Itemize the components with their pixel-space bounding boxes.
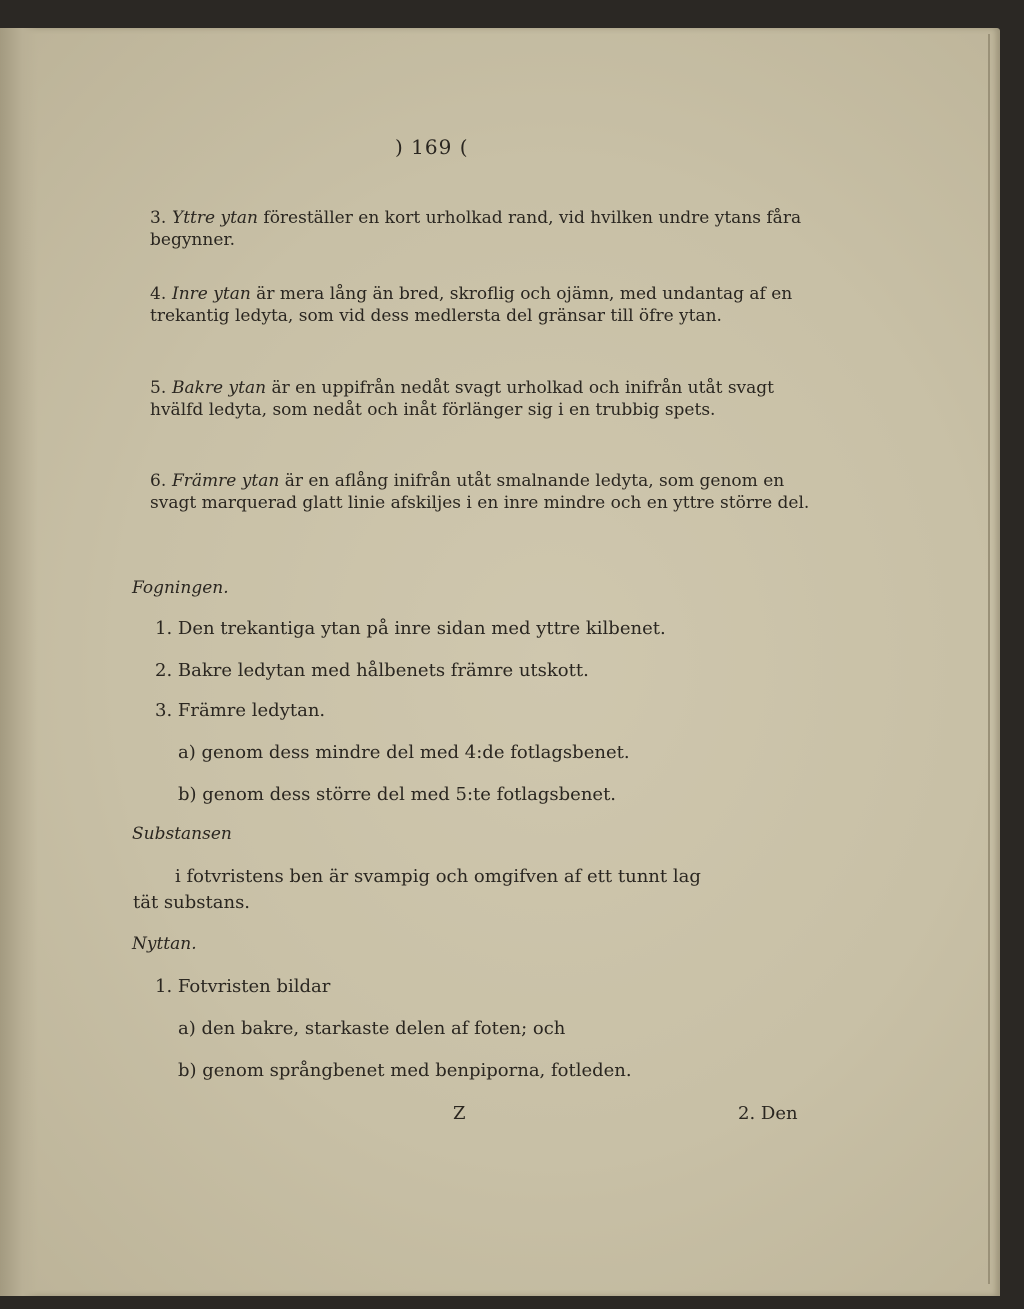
item-text: är en uppifrån nedåt svagt urholkad och inifrån utåt svagt hvälfd ledyta, som nedåt och inåt förlänger sig i en trubbig spets. xyxy=(150,378,775,420)
catchword: 2. Den xyxy=(738,1103,798,1124)
page-gutter xyxy=(0,28,38,1296)
item-lead: Främre ytan xyxy=(172,471,280,491)
item-lead: Inre ytan xyxy=(172,284,251,304)
list-item xyxy=(150,207,830,251)
substansen-line: tät substans. xyxy=(133,892,251,913)
section-heading-substansen: Substansen xyxy=(132,824,232,844)
list-item xyxy=(150,377,830,421)
item-text: är mera lång än bred, skroflig och ojämn, med undantag af en trekantig ledyta, som vid dess medlersta del gränsar till öfre ytan. xyxy=(150,284,793,326)
nyttan-line: a) den bakre, starkaste delen af foten; och xyxy=(178,1018,566,1039)
item-text: föreställer en kort urholkad rand, vid hvilken undre ytans fåra begynner. xyxy=(150,208,802,250)
section-heading-nyttan: Nyttan. xyxy=(132,934,197,954)
page-number: ) 169 ( xyxy=(395,135,469,159)
nyttan-line: b) genom språngbenet med benpiporna, fotleden. xyxy=(178,1060,632,1081)
item-lead: Yttre ytan xyxy=(172,208,258,228)
item-number: 3. xyxy=(150,208,167,228)
substansen-line: i fotvristens ben är svampig och omgifven af ett tunnt lag xyxy=(175,866,701,887)
signature-mark: Z xyxy=(453,1103,466,1124)
item-number: 5. xyxy=(150,378,167,398)
fogningen-line: 1. Den trekantiga ytan på inre sidan med yttre kilbenet. xyxy=(155,618,666,639)
fogningen-line: b) genom dess större del med 5:te fotlagsbenet. xyxy=(178,784,617,805)
list-item xyxy=(150,283,830,327)
item-number: 4. xyxy=(150,284,167,304)
item-lead: Bakre ytan xyxy=(172,378,267,398)
list-item xyxy=(150,470,830,514)
fogningen-line: 3. Främre ledytan. xyxy=(155,700,326,721)
page-edge xyxy=(988,34,990,1284)
item-text: är en aflång inifrån utåt smalnande ledyta, som genom en svagt marquerad glatt linie afskiljes i en inre mindre och en yttre större del. xyxy=(150,471,810,513)
section-heading-fogningen: Fogningen. xyxy=(132,578,229,598)
fogningen-line: 2. Bakre ledytan med hålbenets främre utskott. xyxy=(155,660,589,681)
item-number: 6. xyxy=(150,471,167,491)
fogningen-line: a) genom dess mindre del med 4:de fotlagsbenet. xyxy=(178,742,630,763)
nyttan-line: 1. Fotvristen bildar xyxy=(155,976,331,997)
